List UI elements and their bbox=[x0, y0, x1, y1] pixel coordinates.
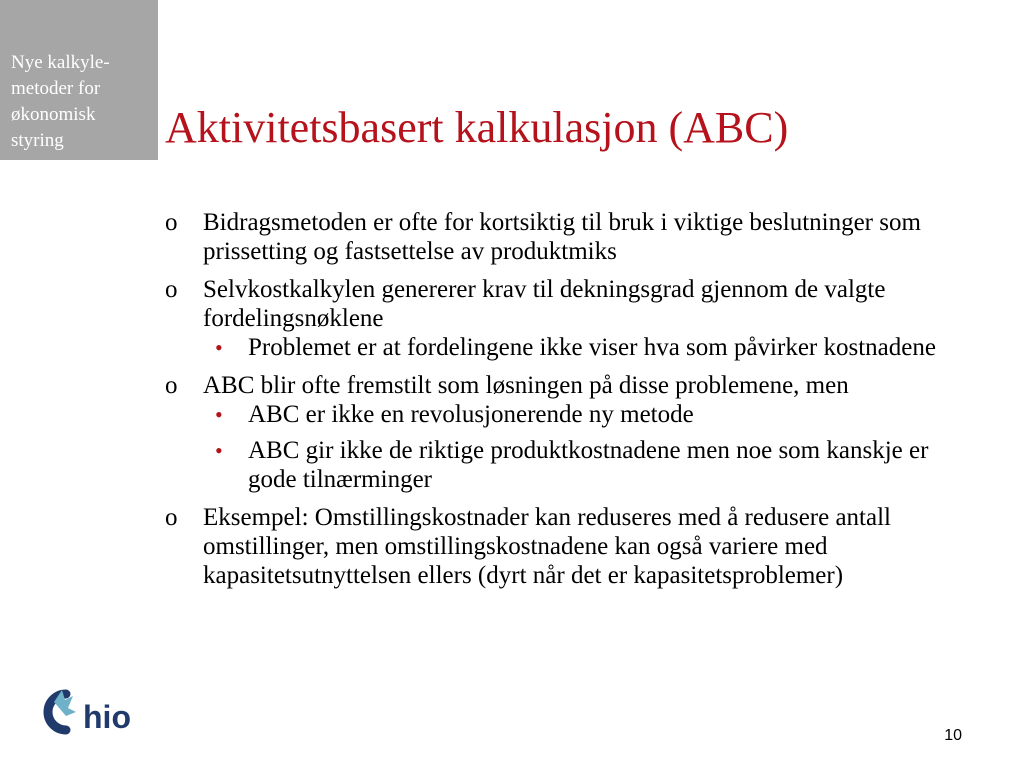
slide-title: Aktivitetsbasert kalkulasjon (ABC) bbox=[165, 103, 789, 152]
bullet-item bbox=[165, 208, 965, 266]
bullet-text: Bidragsmetoden er ofte for kortsiktig til bruk i viktige beslutninger som prissetting og fastsettelse av produktmiks bbox=[203, 209, 921, 265]
bullet-marker: o bbox=[165, 504, 178, 531]
bullet-marker: o bbox=[165, 209, 178, 236]
sidebar-label-box bbox=[0, 0, 158, 160]
sub-bullet-text: ABC gir ikke de riktige produktkostnadene men noe som kanskje er gode tilnærminger bbox=[248, 437, 929, 493]
sidebar-label-line: Nye kalkyle- bbox=[11, 52, 110, 73]
sub-bullet-list bbox=[203, 333, 965, 362]
logo-text: hio bbox=[83, 699, 131, 735]
sub-bullet-marker: • bbox=[215, 335, 223, 360]
sub-bullet-item bbox=[215, 436, 965, 494]
bullet-list bbox=[165, 208, 965, 590]
bullet-text: Eksempel: Omstillingskostnader kan reduseres med å redusere antall omstillinger, men omstillingskostnadene kan også variere med kapasitetsutnyttelsen ellers (dyrt når det er kapasitetsproblemer) bbox=[203, 504, 891, 589]
sub-bullet-marker: • bbox=[215, 402, 223, 427]
hio-logo bbox=[36, 686, 146, 738]
bullet-item bbox=[165, 503, 965, 590]
bullet-marker: o bbox=[165, 276, 178, 303]
sidebar-label bbox=[11, 50, 156, 154]
sidebar-label-line: styring bbox=[11, 130, 64, 151]
page-number: 10 bbox=[944, 727, 962, 744]
bullet-item bbox=[165, 371, 965, 494]
sidebar-label-line: økonomisk bbox=[11, 104, 96, 125]
sub-bullet-list bbox=[203, 400, 965, 494]
bullet-text: Selvkostkalkylen genererer krav til dekningsgrad gjennom de valgte fordelingsnøklene bbox=[203, 276, 886, 332]
sub-bullet-item bbox=[215, 400, 965, 429]
sub-bullet-item bbox=[215, 333, 965, 362]
sub-bullet-text: ABC er ikke en revolusjonerende ny metode bbox=[248, 401, 694, 428]
sub-bullet-text: Problemet er at fordelingene ikke viser hva som påvirker kostnadene bbox=[248, 334, 936, 361]
bullet-marker: o bbox=[165, 372, 178, 399]
bullet-text: ABC blir ofte fremstilt som løsningen på disse problemene, men bbox=[203, 372, 849, 399]
slide-content bbox=[165, 208, 965, 599]
sidebar-label-line: metoder for bbox=[11, 78, 101, 99]
hio-logo-icon bbox=[36, 686, 146, 738]
sub-bullet-marker: • bbox=[215, 438, 223, 463]
bullet-item bbox=[165, 275, 965, 362]
